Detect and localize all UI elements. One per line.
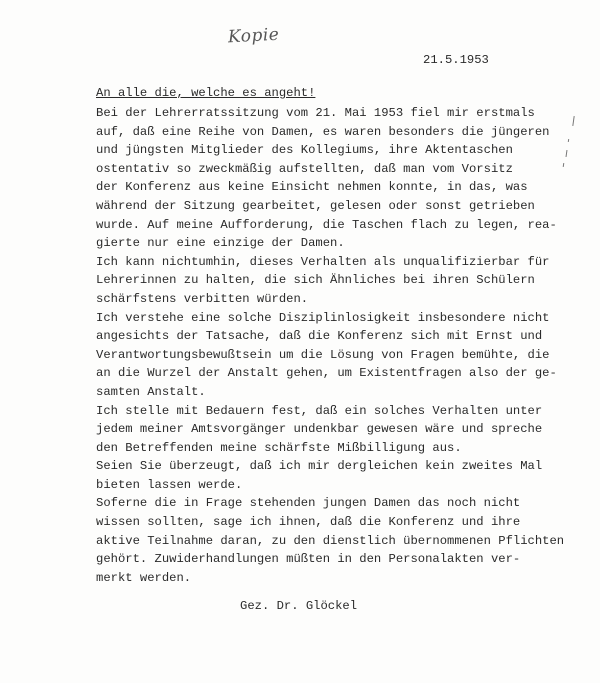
body-line: ostentativ so zweckmäßig aufstellten, daß man vom Vorsitz [96,161,513,176]
body-line: jedem meiner Amtsvorgänger undenkbar gewesen wäre und spreche [96,422,543,437]
body-line: wurde. Auf meine Aufforderung, die Taschen flach zu legen, rea- [96,217,557,232]
body-line: aktive Teilnahme daran, zu den dienstlich übernommenen Pflichten [96,533,565,548]
body-line: Ich verstehe eine solche Disziplinlosigkeit insbesondere nicht [96,310,550,325]
body-line: Bei der Lehrerratssitzung vom 21. Mai 1953 fiel mir erstmals [96,106,535,120]
letter-body [96,104,564,587]
body-line: Verantwortungsbewußtsein um die Lösung von Fragen bemühte, die [96,347,550,362]
margin-mark [572,116,574,126]
body-line: angesichts der Tatsache, daß die Konferenz sich mit Ernst und [96,329,543,344]
body-line: Soferne die in Frage stehenden jungen Damen das noch nicht [96,496,521,511]
body-line: Ich stelle mit Bedauern fest, daß ein solches Verhalten unter [96,403,543,418]
body-line: schärfstens verbitten würden. [96,291,309,306]
body-line: den Betreffenden meine schärfste Mißbilligung aus. [96,440,462,455]
body-line: Seien Sie überzeugt, daß ich mir dergleichen kein zweites Mal [96,459,543,474]
body-line: an die Wurzel der Anstalt gehen, um Existentfragen also der ge- [96,366,557,381]
signature-line: Gez. Dr. Glöckel [240,599,358,613]
margin-mark [566,150,568,157]
body-line: merkt werden. [96,570,192,585]
body-line: samten Anstalt. [96,384,206,399]
body-line: gehört. Zuwiderhandlungen müßten in den Personalakten ver- [96,552,521,567]
body-line: bieten lassen werde. [96,477,243,492]
letter-date: 21.5.1953 [423,53,489,67]
body-line: und jüngsten Mitglieder des Kollegiums, ihre Aktentaschen [96,143,513,158]
body-line: wissen sollten, sage ich ihnen, daß die Konferenz und ihre [96,515,521,530]
letter-heading: An alle die, welche es angeht! [96,86,316,100]
handwritten-annotation: Kopie [227,24,280,48]
body-line: während der Sitzung gearbeitet, gelesen oder sonst getrieben [96,198,535,213]
margin-mark [568,139,569,142]
body-line: auf, daß eine Reihe von Damen, es waren besonders die jüngeren [96,124,550,139]
body-line: Lehrerinnen zu halten, die sich Ähnliches bei ihren Schülern [96,273,535,288]
body-line: Ich kann nichtumhin, dieses Verhalten als unqualifizierbar für [96,254,550,269]
body-line: der Konferenz aus keine Einsicht nehmen konnte, in das, was [96,180,528,195]
body-line: gierte nur eine einzige der Damen. [96,236,345,251]
